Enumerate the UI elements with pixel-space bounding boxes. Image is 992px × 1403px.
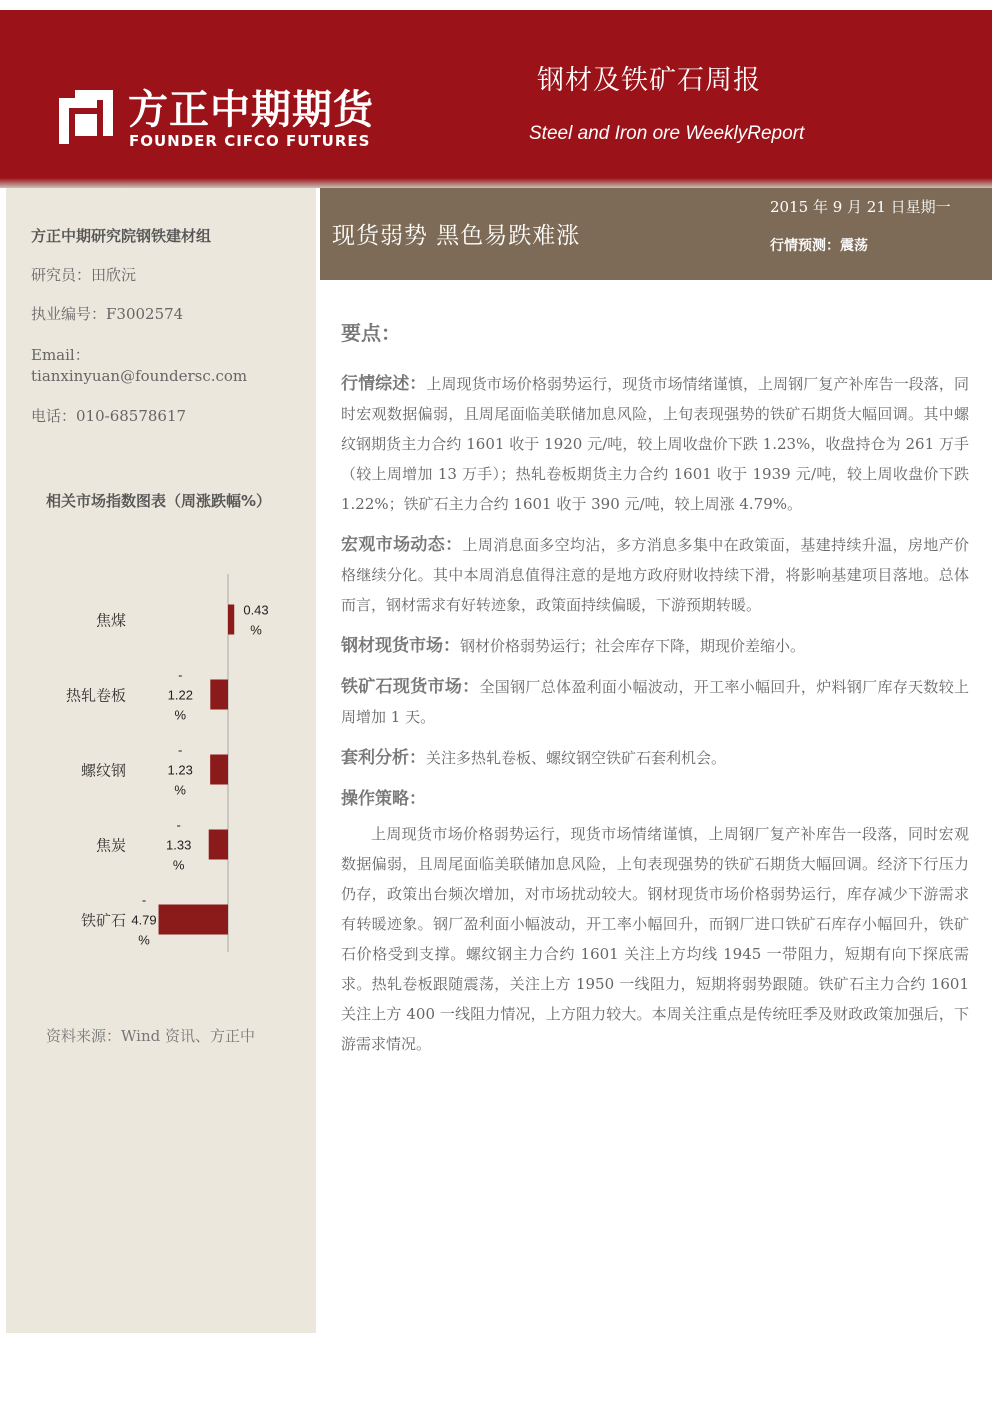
chart-data-label: %: [174, 782, 186, 798]
main-content: [341, 318, 969, 1070]
chart-category-label: 铁矿石: [80, 911, 126, 930]
chart-category-label: 热轧卷板: [65, 686, 126, 705]
report-date: 2015 年 9 月 21 日星期一: [770, 198, 951, 216]
strategy-text: 上周现货市场价格弱势运行，现货市场情绪谨慎，上周钢厂复产补库告一段落，同时宏观数据偏弱，且周尾面临美联储加息风险，上旬表现强势的铁矿石期货大幅回调。经济下行压力仍存，政策出台频次增加，对市场扰动较大。钢材现货市场价格弱势运行，库存减少下游需求有转暖迹象。钢厂盈利面小幅波动，开工率小幅回升，而钢厂进口铁矿石库存小幅回升，铁矿石价格受到支撑。螺纹钢主力合约 1601 关注上方均线 1945 一带阻力，短期有向下探底需求。热轧卷板跟随震荡，关注上方 1950 一线阻力，短期将弱势跟随。铁矿石主力合约 1601 关注上方 400 一线阻力情况，上方阻力较大。本周关注重点是传统旺季及财政政策加强后，下游需求情况。: [341, 825, 969, 1053]
chart-bar: [159, 905, 228, 935]
key-points-title: 要点：: [341, 321, 401, 345]
chart-bar: [210, 755, 228, 785]
company-name-cn: 方正中期期货: [128, 87, 374, 133]
chart-data-label: %: [250, 622, 262, 638]
chart-category-label: 焦炭: [95, 836, 126, 855]
data-source: 资料来源：Wind 资讯、方正中: [46, 1027, 255, 1045]
section-head: 套利分析：: [341, 748, 426, 768]
chart-data-label: 1.22: [167, 687, 193, 703]
license-number: 执业编号：F3002574: [31, 305, 184, 323]
section-macro: [341, 530, 969, 620]
chart-data-label: -: [178, 667, 183, 683]
market-index-chart: [40, 570, 300, 960]
email-label: Email：: [31, 346, 90, 364]
chart-data-label: -: [177, 742, 183, 758]
company-name-en: FOUNDER CIFCO FUTURES: [129, 132, 371, 150]
chart-bar: [210, 680, 228, 710]
section-head: 钢材现货市场：: [341, 636, 460, 656]
chart-data-label: -: [141, 892, 147, 908]
report-title-cn: 钢材及铁矿石周报: [537, 65, 761, 96]
chart-bar: [228, 605, 234, 635]
section-text: 上周消息面多空均沾，多方消息多集中在政策面，基建持续升温，房地产价格继续分化。其中本周消息值得注意的是地方政府财收持续下滑，将影响基建项目落地。总体而言，钢材需求有好转迹象，政策面持续偏暖，下游预期转暖。: [341, 536, 969, 614]
section-market-overview: [341, 369, 969, 519]
market-forecast: 行情预测：震荡: [770, 238, 868, 254]
report-title-en: Steel and Iron ore WeeklyReport: [529, 123, 805, 144]
section-text: 钢材价格弱势运行；社会库存下降，期现价差缩小。: [460, 637, 806, 655]
chart-title: 相关市场指数图表（周涨跌幅%）: [46, 492, 272, 510]
chart-data-label: 1.33: [166, 837, 192, 853]
section-text: 上周现货市场价格弱势运行，现货市场情绪谨慎，上周钢厂复产补库告一段落，同时宏观数据偏弱，且周尾面临美联储加息风险，上旬表现强势的铁矿石期货大幅回调。其中螺纹钢期货主力合约 1601 收于 1920 元/吨，较上周收盘价下跌 1.23%，收盘持仓为 261 万手（较上周增加 13 万手）；热轧卷板期货主力合约 1601 收于 1939 元/吨，较上周收盘价下跌 1.22%；铁矿石主力合约 1601 收于 390 元/吨，较上周涨 4.79%。: [341, 375, 969, 513]
section-text: 关注多热轧卷板、螺纹钢空铁矿石套利机会。: [426, 749, 727, 767]
market-index-chart-svg: [40, 570, 300, 960]
chart-data-label: 1.23: [167, 762, 193, 778]
phone-number: 电话：010-68578617: [31, 407, 187, 425]
section-head: 宏观市场动态：: [341, 535, 463, 555]
section-text: 全国钢厂总体盈利面小幅波动，开工率小幅回升，炉料钢厂库存天数较上周增加 1 天。: [341, 678, 969, 726]
email-link[interactable]: tianxinyuan@foundersc.com: [31, 367, 248, 385]
research-group: 方正中期研究院钢铁建材组: [31, 227, 212, 245]
chart-category-label: 焦煤: [95, 611, 126, 630]
chart-data-label: %: [138, 932, 150, 948]
strategy-head: 操作策略：: [341, 789, 426, 809]
section-head: 铁矿石现货市场：: [341, 677, 480, 697]
header-shadow: [0, 178, 992, 188]
section-head: 行情综述：: [341, 374, 427, 394]
chart-data-label: 4.79: [131, 912, 157, 928]
section-arbitrage: [341, 743, 969, 773]
chart-data-label: -: [176, 817, 181, 833]
section-iron-ore-spot: [341, 672, 969, 732]
chart-data-label: %: [172, 857, 185, 873]
headline-title: 现货弱势 黑色易跌难涨: [332, 223, 581, 249]
founder-square-logo-icon: [55, 86, 117, 148]
chart-category-label: 螺纹钢: [80, 761, 126, 780]
chart-data-label: %: [174, 707, 187, 723]
chart-data-label: 0.43: [243, 602, 269, 618]
researcher-name: 研究员：田欣沅: [31, 266, 137, 284]
section-steel-spot: [341, 631, 969, 661]
chart-bar: [209, 830, 228, 860]
